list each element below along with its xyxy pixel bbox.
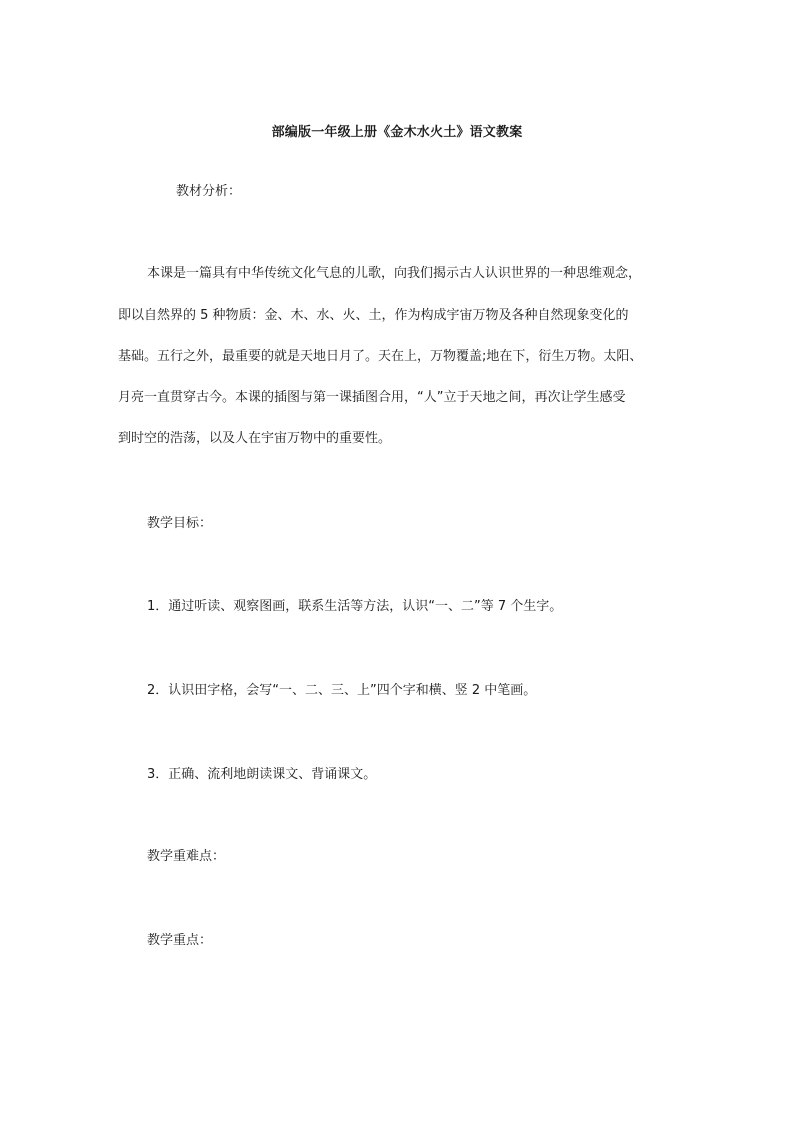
key-points-heading: 教学重点：: [147, 933, 213, 948]
teaching-goal-3: 3．正确、流利地朗读课文、背诵课文。: [147, 767, 377, 782]
teaching-goals-heading: 教学目标：: [147, 516, 213, 531]
teaching-goal-1: 1．通过听读、观察图画，联系生活等方法，认识“一、二”等 7 个生字。: [147, 599, 563, 614]
key-difficult-points-heading: 教学重难点：: [147, 849, 226, 864]
material-analysis-heading: 教材分析：: [176, 184, 242, 199]
material-analysis-line-5: 到时空的浩荡，以及人在宇宙万物中的重要性。: [118, 431, 392, 446]
document-title: 部编版一年级上册《金木水火土》语文教案: [271, 125, 523, 140]
material-analysis-line-2: 即以自然界的 5 种物质：金、木、水、火、土，作为构成宇宙万物及各种自然现象变化的: [118, 308, 629, 323]
material-analysis-line-3: 基础。五行之外，最重要的就是天地日月了。天在上，万物覆盖;地在下，衍生万物。太阳、: [118, 349, 643, 364]
material-analysis-line-1: 本课是一篇具有中华传统文化气息的儿歌，向我们揭示古人认识世界的一种思维观念，: [147, 266, 642, 281]
teaching-goal-2: 2．认识田字格，会写“一、二、三、上”四个字和横、竖 2 中笔画。: [147, 683, 537, 698]
material-analysis-line-4: 月亮一直贯穿古今。本课的插图与第一课插图合用，“人”立于天地之间，再次让学生感受: [118, 390, 626, 405]
